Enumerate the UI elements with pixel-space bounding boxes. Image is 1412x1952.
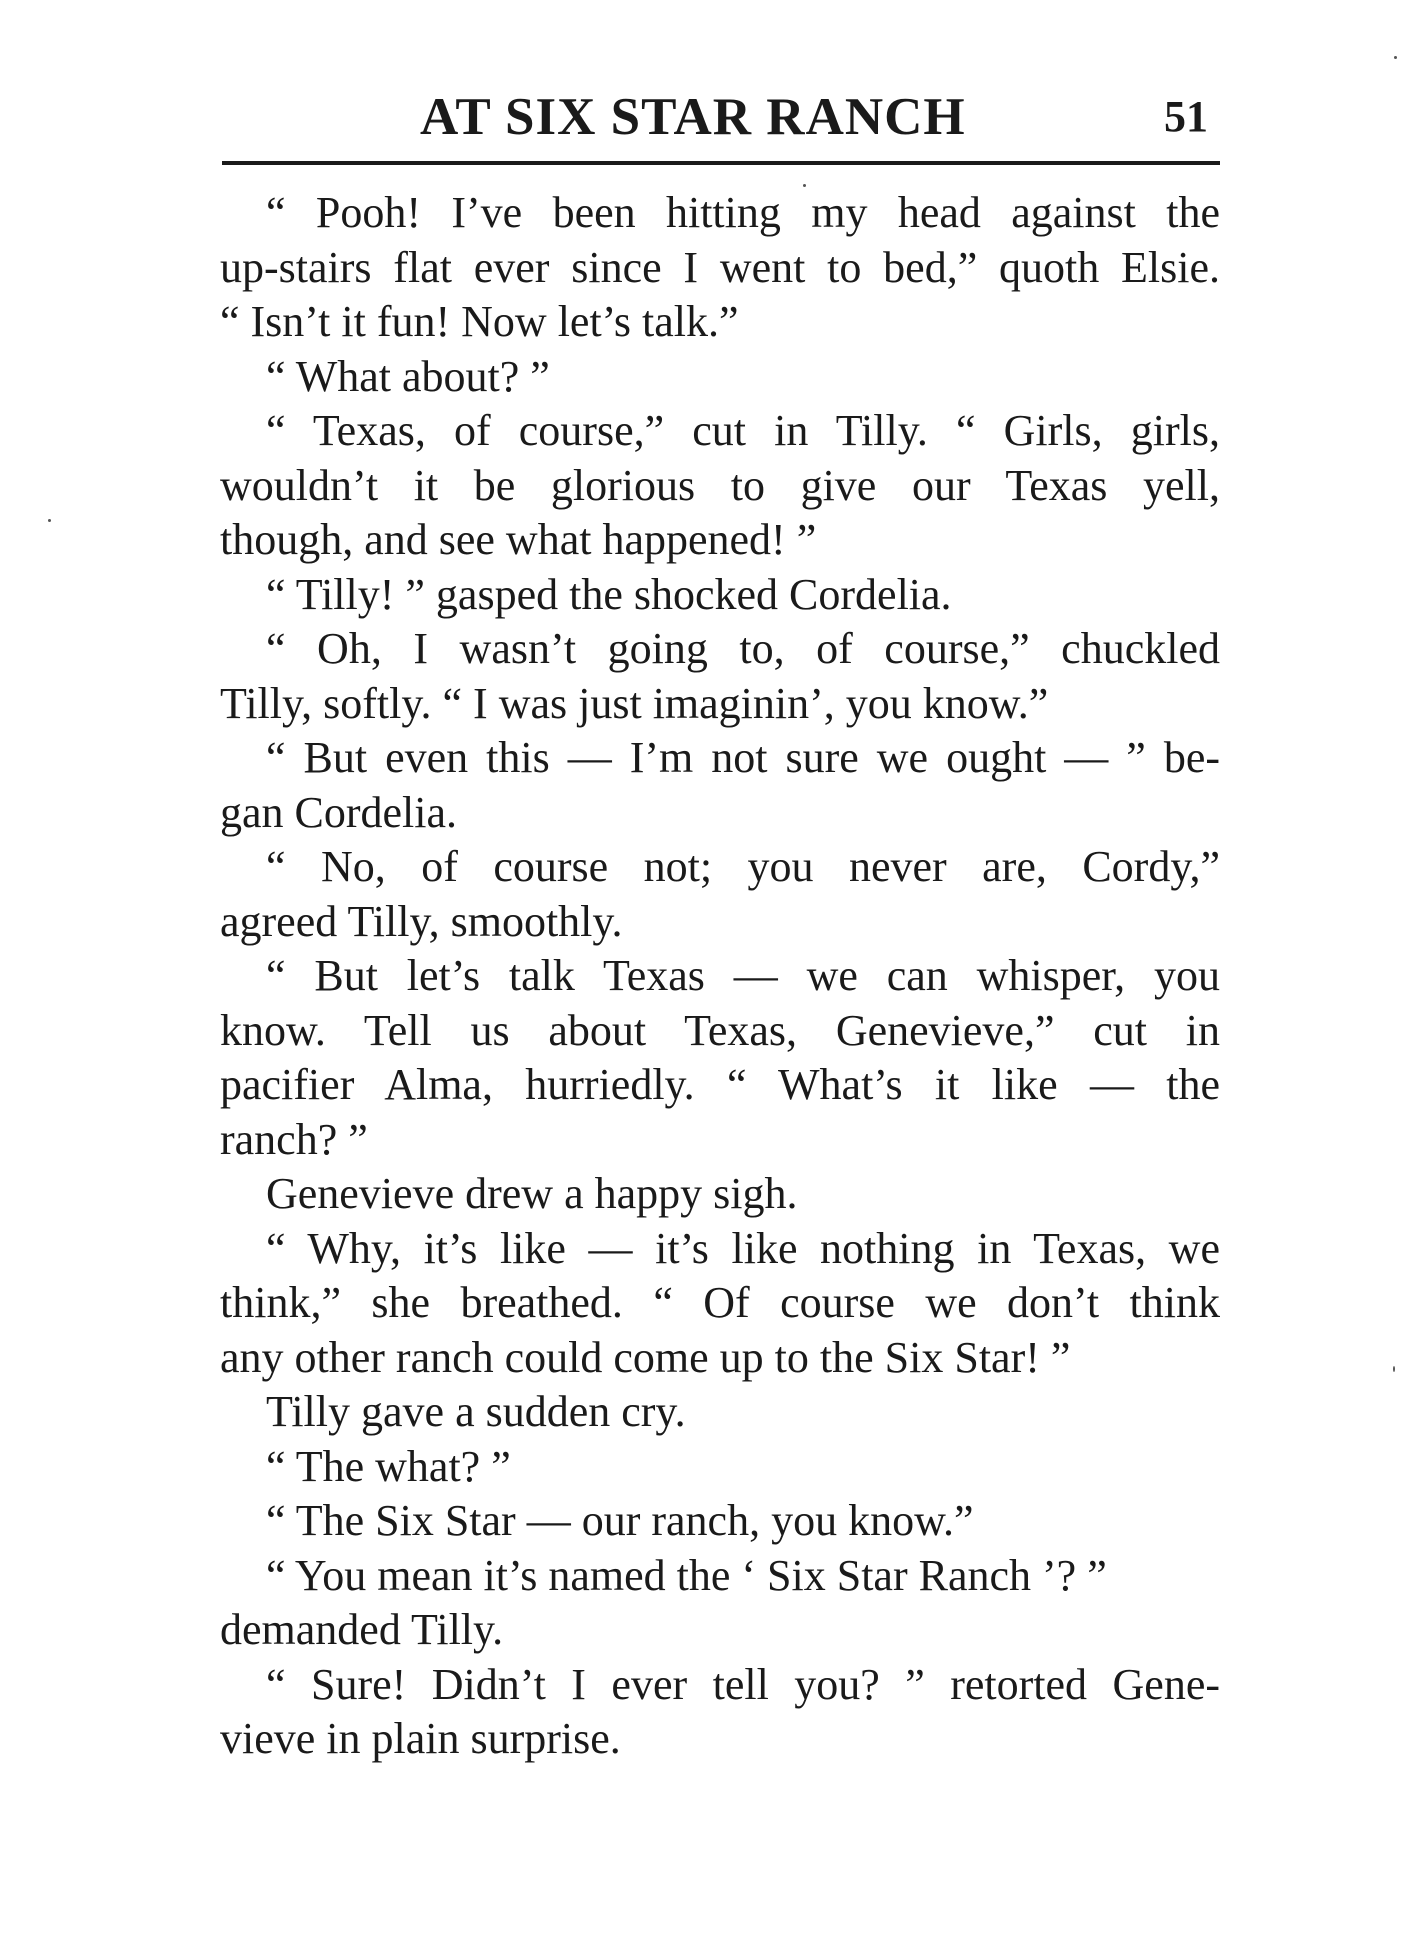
text-line: Genevieve drew a happy sigh. [266,1169,798,1218]
text-line: “ Oh, I wasn’t going to, of course,” chuckled [266,624,1220,673]
running-head [220,82,1220,152]
scan-speck [1394,56,1397,59]
text-line: “ Pooh! I’ve been hitting my head against the [266,188,1220,237]
page-number: 51 [1164,92,1208,141]
text-line: “ But let’s talk Texas — we can whisper, you [266,951,1220,1000]
running-title: AT SIX STAR RANCH [420,88,966,146]
text-line: up-stairs flat ever since I went to bed,” quoth Elsie. [220,242,1220,292]
text-line: ranch? ” [220,1114,368,1164]
text-line: “ Why, it’s like — it’s like nothing in Texas, we [266,1223,1220,1273]
scan-speck [1393,1366,1395,1372]
text-line: “ Isn’t it fun! Now let’s talk.” [220,297,739,346]
text-line: “ Sure! Didn’t I ever tell you? ” retorted Gene- [266,1659,1220,1709]
text-line: pacifier Alma, hurriedly. “ What’s it like — the [220,1060,1220,1109]
text-line: “ The Six Star — our ranch, you know.” [266,1496,974,1545]
text-line: demanded Tilly. [220,1605,504,1654]
text-line: “ Texas, of course,” cut in Tilly. “ Girls, girls, [266,406,1220,455]
text-line: wouldn’t it be glorious to give our Texas yell, [220,460,1220,510]
text-line: Tilly gave a sudden cry. [266,1387,686,1436]
scan-speck [803,184,806,187]
text-line: think,” she breathed. “ Of course we don’t think [220,1278,1220,1327]
text-line: though, and see what happened! ” [220,515,817,564]
body-text [220,186,1220,1767]
text-line: Tilly, softly. “ I was just imaginin’, you know.” [220,678,1049,728]
text-line: “ You mean it’s named the ‘ Six Star Ranch ’? ” [266,1550,1107,1600]
text-line: any other ranch could come up to the Six Star! ” [220,1332,1071,1382]
header-rule [222,161,1220,165]
text-line: vieve in plain surprise. [220,1714,621,1763]
text-line: know. Tell us about Texas, Genevieve,” cut in [220,1005,1220,1055]
text-line: “ What about? ” [266,351,550,401]
scan-speck [48,519,51,522]
text-line: gan Cordelia. [220,787,458,837]
text-line: “ No, of course not; you never are, Cordy,” [266,842,1220,891]
text-line: “ Tilly! ” gasped the shocked Cordelia. [266,569,952,619]
text-line: “ But even this — I’m not sure we ought — ” be- [266,733,1220,782]
text-line: “ The what? ” [266,1441,511,1491]
text-line: agreed Tilly, smoothly. [220,896,623,946]
